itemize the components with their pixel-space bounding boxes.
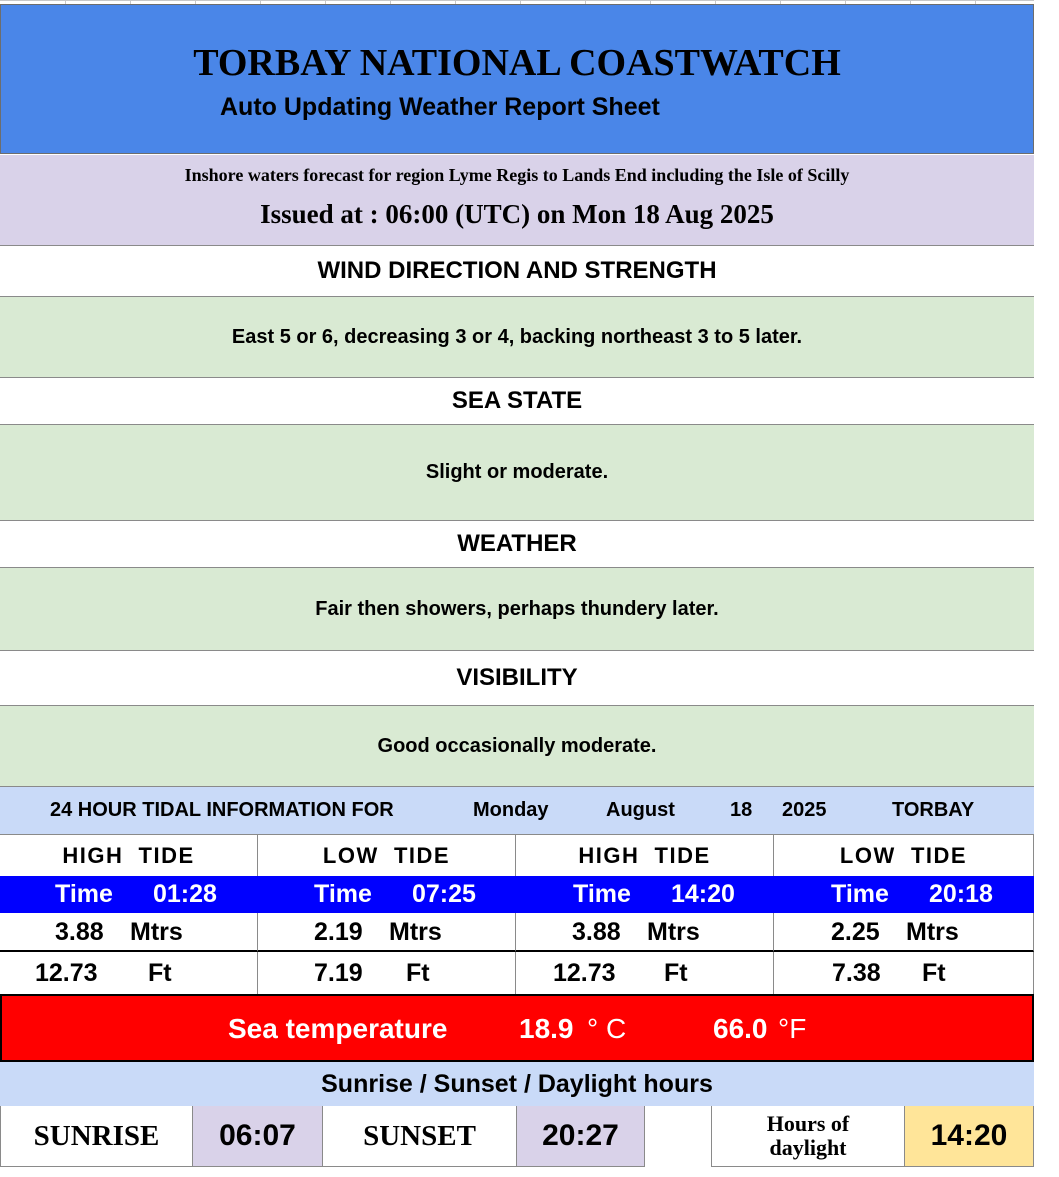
daylight-label-line-2: daylight xyxy=(769,1135,847,1160)
wind-heading: WIND DIRECTION AND STRENGTH xyxy=(0,246,1034,297)
tidal-day: Monday xyxy=(473,799,549,821)
forecast-issued: Issued at : 06:00 (UTC) on Mon 18 Aug 2025 xyxy=(260,199,774,229)
tidal-year: 2025 xyxy=(782,799,827,821)
sunrise-label: SUNRISE xyxy=(0,1106,193,1167)
sun-heading: Sunrise / Sunset / Daylight hours xyxy=(0,1062,1034,1106)
tide-time-3: 14:20 xyxy=(671,880,735,908)
tide-time-label-1: Time xyxy=(55,880,113,908)
sunset-time: 20:27 xyxy=(517,1106,645,1167)
tide-metres-3 xyxy=(516,913,774,952)
tide-feet-1 xyxy=(0,952,258,994)
tide-metres-value-1: 3.88 xyxy=(55,918,104,946)
visibility-heading: VISIBILITY xyxy=(0,651,1034,706)
tide-time-label-2: Time xyxy=(314,880,372,908)
sunrise-time: 06:07 xyxy=(193,1106,323,1167)
report-header xyxy=(0,4,1034,154)
daylight-hours: 14:20 xyxy=(905,1106,1034,1167)
sea-temperature-bar xyxy=(0,994,1034,1062)
tide-feet-unit-4: Ft xyxy=(922,959,946,987)
tide-metres-unit-4: Mtrs xyxy=(906,918,959,946)
sea-temperature-label: Sea temperature xyxy=(228,1013,448,1044)
tide-type-3: HIGH TIDE xyxy=(516,835,774,876)
tide-feet-2 xyxy=(258,952,516,994)
tide-feet-value-2: 7.19 xyxy=(314,959,363,987)
tide-metres-unit-1: Mtrs xyxy=(130,918,183,946)
sunset-label: SUNSET xyxy=(323,1106,517,1167)
sea-temperature-celsius: 18.9 xyxy=(519,1013,574,1044)
tide-metres-value-3: 3.88 xyxy=(572,918,621,946)
tide-feet-3 xyxy=(516,952,774,994)
tide-type-1: HIGH TIDE xyxy=(0,835,258,876)
daylight-label xyxy=(711,1106,905,1167)
tide-feet-value-4: 7.38 xyxy=(832,959,881,987)
tidal-label: 24 HOUR TIDAL INFORMATION FOR xyxy=(50,799,394,821)
tidal-info-header xyxy=(0,787,1034,835)
tide-time-1: 01:28 xyxy=(153,880,217,908)
tide-metres-4 xyxy=(774,913,1034,952)
weather-heading: WEATHER xyxy=(0,521,1034,568)
tide-time-label-3: Time xyxy=(573,880,631,908)
sea-temperature-fahrenheit-unit: °F xyxy=(778,1013,807,1044)
weather-text: Fair then showers, perhaps thundery later. xyxy=(0,568,1034,651)
tide-feet-unit-3: Ft xyxy=(664,959,688,987)
tide-metres-1 xyxy=(0,913,258,952)
tidal-location: TORBAY xyxy=(892,799,975,821)
tide-feet-unit-2: Ft xyxy=(406,959,430,987)
tide-time-4: 20:18 xyxy=(929,880,993,908)
wind-text: East 5 or 6, decreasing 3 or 4, backing northeast 3 to 5 later. xyxy=(0,297,1034,378)
tidal-date: 18 xyxy=(730,799,753,821)
visibility-text: Good occasionally moderate. xyxy=(0,706,1034,787)
tide-type-4: LOW TIDE xyxy=(774,835,1034,876)
tide-feet-value-1: 12.73 xyxy=(35,959,98,987)
report-subtitle: Auto Updating Weather Report Sheet xyxy=(220,93,660,121)
tide-type-2: LOW TIDE xyxy=(258,835,516,876)
tide-metres-unit-3: Mtrs xyxy=(647,918,700,946)
sea-temperature-celsius-unit: ° C xyxy=(587,1013,627,1044)
daylight-label-line-1: Hours of xyxy=(766,1111,850,1136)
tide-time-row xyxy=(0,876,1034,913)
tide-feet-unit-1: Ft xyxy=(148,959,172,987)
tide-time-label-4: Time xyxy=(831,880,889,908)
tide-metres-2 xyxy=(258,913,516,952)
report-title: TORBAY NATIONAL COASTWATCH xyxy=(193,42,841,84)
tide-time-2: 07:25 xyxy=(412,880,476,908)
sea-state-heading: SEA STATE xyxy=(0,378,1034,425)
forecast-info xyxy=(0,155,1034,246)
sea-state-text: Slight or moderate. xyxy=(0,425,1034,521)
tide-feet-4 xyxy=(774,952,1034,994)
tide-feet-value-3: 12.73 xyxy=(553,959,616,987)
forecast-region: Inshore waters forecast for region Lyme Regis to Lands End including the Isle of Scilly xyxy=(184,165,850,185)
tide-metres-value-4: 2.25 xyxy=(831,918,880,946)
sea-temperature-fahrenheit: 66.0 xyxy=(713,1013,768,1044)
tidal-month: August xyxy=(606,799,675,821)
tide-metres-value-2: 2.19 xyxy=(314,918,363,946)
tide-metres-unit-2: Mtrs xyxy=(389,918,442,946)
